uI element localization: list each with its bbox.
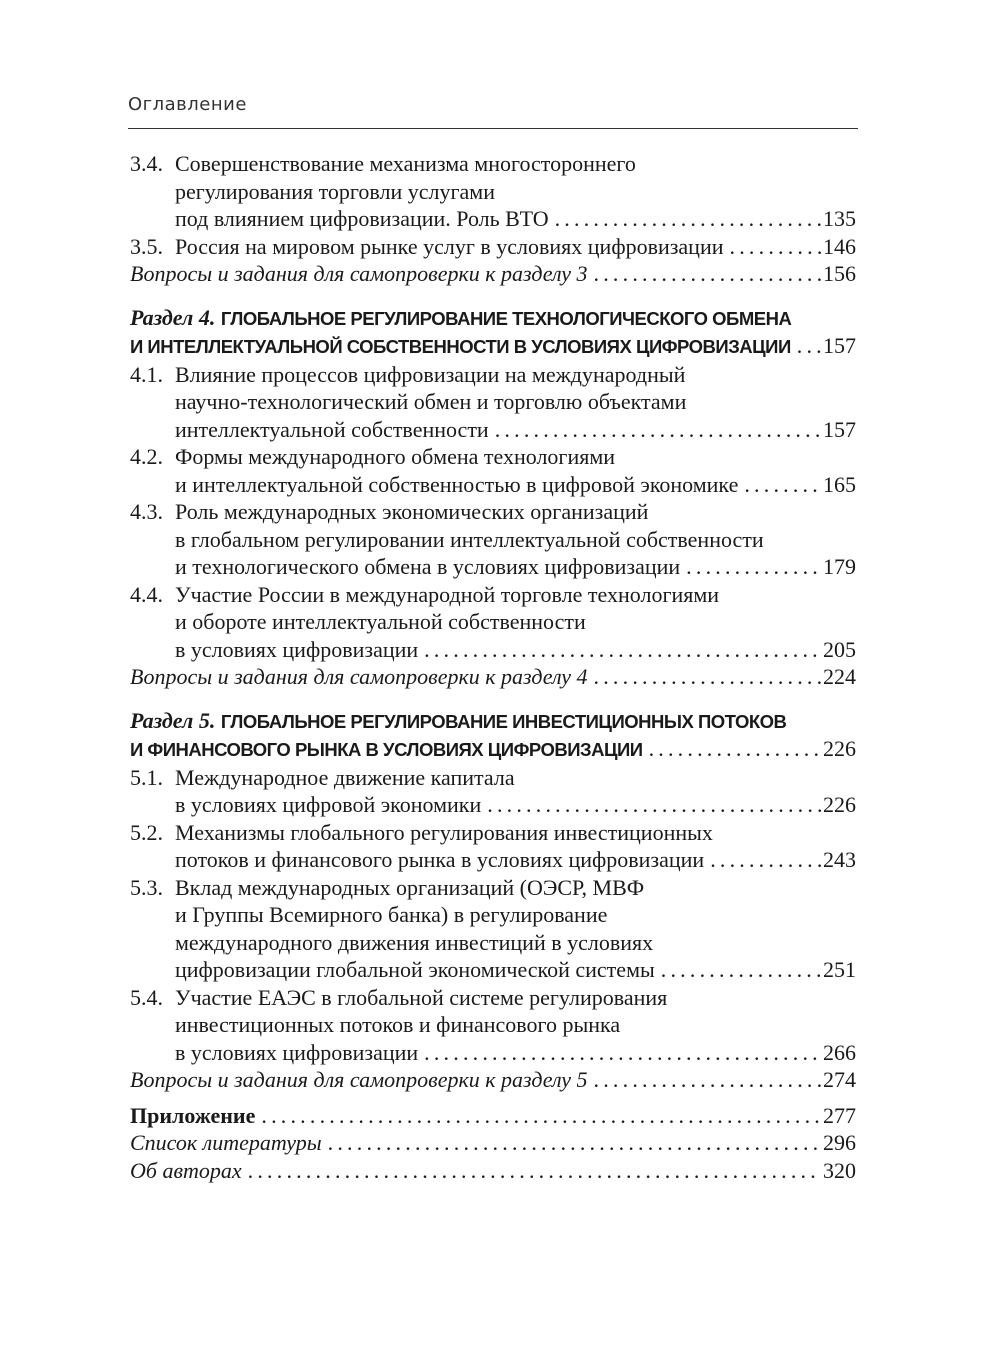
toc-entry-line: регулирования торговли услугами: [175, 178, 495, 204]
toc-entry-line: Совершенствование механизма многостороннего: [175, 151, 636, 176]
toc-entry[interactable]: [130, 764, 856, 819]
toc-entry-line: Роль международных экономических организаций: [175, 499, 649, 524]
toc-questions-5-text: Вопросы и задания для самопроверки к разделу 5: [130, 1067, 588, 1092]
leader-dots: [261, 1102, 821, 1130]
toc-entry-line: потоков и финансового рынка в условиях цифровизации: [175, 847, 705, 872]
toc-entry[interactable]: [130, 443, 856, 498]
leader-dots: [661, 956, 821, 984]
toc-entry-body: [175, 361, 856, 444]
toc-entry-last-line: [175, 205, 856, 233]
section-title-line: И ФИНАНСОВОГО РЫНКА В УСЛОВИЯХ ЦИФРОВИЗАЦИИ: [130, 739, 643, 760]
toc-entry-line: и технологического обмена в условиях цифровизации: [175, 554, 681, 579]
toc-items-section-3: [130, 150, 856, 260]
toc-items-section-5: [130, 764, 856, 1067]
toc-page-number: 205: [823, 636, 856, 662]
toc-entry[interactable]: [130, 874, 856, 984]
leader-dots: [744, 471, 821, 499]
toc-entry[interactable]: [130, 233, 856, 261]
leader-dots: [495, 416, 821, 444]
toc-page-number: 135: [823, 206, 856, 231]
toc-references[interactable]: [130, 1129, 856, 1157]
toc-entry-last-line: [175, 846, 856, 874]
toc-entry-last-line: [175, 636, 856, 664]
toc-entry-number: 5.3.: [130, 874, 163, 900]
leader-dots: [730, 233, 821, 261]
toc-entry-line: в условиях цифровой экономики: [175, 792, 482, 817]
toc-entry[interactable]: [130, 984, 856, 1067]
leader-dots: [797, 332, 821, 360]
toc-entry-line: в условиях цифровизации: [175, 1039, 419, 1065]
toc-section-5-heading[interactable]: [130, 707, 856, 764]
toc-entry-body: [175, 443, 856, 498]
toc-entry[interactable]: [130, 819, 856, 874]
toc-page-number: 226: [823, 792, 856, 817]
toc-entry-line: в глобальном регулировании интеллектуальной собственности: [175, 526, 764, 552]
toc-appendix[interactable]: [130, 1102, 856, 1130]
toc-questions-5[interactable]: [130, 1066, 856, 1094]
toc-entry-body: [175, 150, 856, 233]
toc-entry-line: Вклад международных организаций (ОЭСР, МВФ: [175, 874, 645, 900]
leader-dots: [248, 1157, 821, 1185]
toc-page-number: 274: [823, 1067, 856, 1092]
toc-entry[interactable]: [130, 581, 856, 664]
toc-questions-3-text: Вопросы и задания для самопроверки к разделу 3: [130, 261, 588, 286]
toc-entry-number: 5.2.: [130, 819, 163, 845]
toc-questions-3[interactable]: [130, 260, 856, 288]
toc-page-number: 251: [823, 957, 856, 982]
toc-page-number: 165: [823, 471, 856, 497]
toc-entry-line: Участие России в международной торговле технологиями: [175, 581, 720, 607]
toc-entry-body: [175, 984, 856, 1067]
toc-entry-line: международного движения инвестиций в условиях: [175, 929, 654, 955]
toc-entry-line: Участие ЕАЭС в глобальной системе регулирования: [175, 984, 668, 1010]
toc-page-number: 157: [823, 416, 856, 442]
toc-entry-line: и интеллектуальной собственностью в цифровой экономике: [175, 471, 739, 497]
toc-entry-last-line: [175, 1039, 856, 1067]
toc-questions-4-text: Вопросы и задания для самопроверки к разделу 4: [130, 664, 588, 689]
section-title-line: ГЛОБАЛЬНОЕ РЕГУЛИРОВАНИЕ ТЕХНОЛОГИЧЕСКОГО ОБМЕНА: [220, 307, 792, 329]
leader-dots: [555, 205, 821, 233]
toc-page-number: 146: [823, 233, 856, 259]
toc-appendix-text: Приложение: [130, 1102, 256, 1128]
toc-entry-number: 4.3.: [130, 499, 163, 524]
toc-entry-line: Формы международного обмена технологиями: [175, 444, 616, 469]
leader-dots: [424, 1039, 821, 1067]
section-title-line: И ИНТЕЛЛЕКТУАЛЬНОЙ СОБСТВЕННОСТИ В УСЛОВИЯХ ЦИФРОВИЗАЦИИ: [130, 336, 791, 357]
toc-entry-last-line: [175, 471, 856, 499]
toc-page-number: 266: [823, 1039, 856, 1065]
toc-page-number: 226: [823, 736, 856, 761]
running-header: Оглавление: [128, 94, 247, 115]
toc-entry-line: Россия на мировом рынке услуг в условиях цифровизации: [175, 233, 724, 259]
toc-entry-line: Влияние процессов цифровизации на международный: [175, 361, 686, 387]
toc-items-section-4: [130, 361, 856, 664]
toc-entry-line: под влиянием цифровизации. Роль ВТО: [175, 206, 549, 231]
section-label: Раздел 4.: [130, 304, 216, 330]
leader-dots: [594, 663, 821, 691]
toc-page-number: 277: [823, 1102, 856, 1128]
toc-entry-line: Международное движение капитала: [175, 764, 515, 790]
section-label: Раздел 5.: [130, 707, 216, 733]
toc-entry-number: 4.4.: [130, 581, 163, 607]
toc-entry[interactable]: [130, 498, 856, 581]
header-rule: [128, 128, 858, 129]
toc-entry[interactable]: [130, 150, 856, 233]
toc-entry-line: интеллектуальной собственности: [175, 416, 489, 442]
toc-entry-body: [175, 764, 856, 819]
toc-entry-number: 4.1.: [130, 361, 163, 387]
table-of-contents: [130, 150, 856, 1184]
toc-entry-last-line: [175, 956, 856, 984]
toc-entry-number: 3.5.: [130, 233, 163, 259]
leader-dots: [424, 636, 821, 664]
toc-page-number: 157: [823, 333, 856, 358]
toc-entry-line: Механизмы глобального регулирования инвестиционных: [175, 819, 713, 845]
toc-entry-body: [175, 819, 856, 874]
leader-dots: [686, 553, 821, 581]
toc-entry-line: в условиях цифровизации: [175, 636, 419, 662]
toc-entry-body: [175, 233, 856, 261]
leader-dots: [594, 260, 821, 288]
toc-entry-body: [175, 581, 856, 664]
toc-entry-line: и обороте интеллектуальной собственности: [175, 609, 586, 634]
toc-entry-last-line: [175, 791, 856, 819]
toc-authors[interactable]: [130, 1157, 856, 1185]
toc-page-number: 296: [823, 1130, 856, 1155]
toc-page-number: 243: [823, 847, 856, 872]
toc-entry-last-line: [175, 553, 856, 581]
toc-entry-last-line: [175, 416, 856, 444]
toc-entry-number: 5.4.: [130, 984, 163, 1010]
leader-dots: [487, 791, 821, 819]
toc-entry-line: цифровизации глобальной экономической системы: [175, 957, 655, 982]
toc-section-4-heading[interactable]: [130, 304, 856, 361]
leader-dots: [594, 1066, 821, 1094]
leader-dots: [649, 735, 821, 763]
toc-entry-line: инвестиционных потоков и финансового рынка: [175, 1012, 621, 1037]
toc-page-number: 320: [823, 1157, 856, 1183]
toc-entry-number: 3.4.: [130, 151, 163, 176]
leader-dots: [710, 846, 821, 874]
toc-entry-number: 5.1.: [130, 764, 163, 790]
toc-entry-body: [175, 498, 856, 581]
toc-page-number: 156: [823, 261, 856, 286]
section-title-line: ГЛОБАЛЬНОЕ РЕГУЛИРОВАНИЕ ИНВЕСТИЦИОННЫХ ПОТОКОВ: [220, 710, 787, 732]
toc-references-text: Список литературы: [130, 1130, 322, 1155]
toc-entry-body: [175, 874, 856, 984]
toc-entry-line: и Группы Всемирного банка) в регулирование: [175, 902, 608, 927]
toc-entry-number: 4.2.: [130, 444, 163, 469]
toc-entry-line: научно-технологический обмен и торговлю объектами: [175, 389, 687, 414]
toc-authors-text: Об авторах: [130, 1157, 242, 1183]
toc-questions-4[interactable]: [130, 663, 856, 691]
leader-dots: [328, 1129, 821, 1157]
toc-page-number: 179: [823, 554, 856, 579]
toc-entry[interactable]: [130, 361, 856, 444]
toc-page-number: 224: [823, 664, 856, 689]
toc-entry-last-line: [175, 233, 856, 261]
